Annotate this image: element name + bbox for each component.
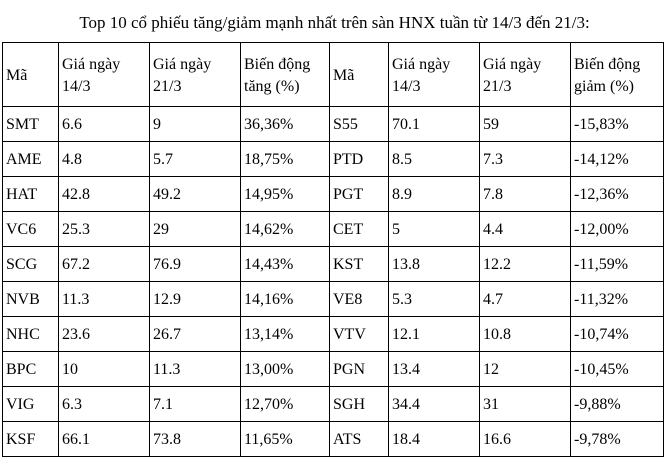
table-cell: 12.9 — [150, 282, 241, 317]
table-cell: 14,95% — [241, 177, 330, 212]
table-row — [3, 247, 664, 282]
table-row — [3, 282, 664, 317]
table-cell: 23.6 — [59, 317, 150, 352]
table-cell: 4.7 — [480, 282, 571, 317]
table-cell: -14,12% — [571, 142, 664, 177]
table-cell: SMT — [3, 107, 59, 142]
table-cell: 18.4 — [389, 422, 480, 457]
table-cell: 6.3 — [59, 387, 150, 422]
table-cell: 4.4 — [480, 212, 571, 247]
page-title: Top 10 cổ phiếu tăng/giảm mạnh nhất trên sàn HNX tuần từ 14/3 đến 21/3: — [79, 13, 590, 32]
header-cell: Mã — [3, 43, 59, 107]
table-cell: 7.3 — [480, 142, 571, 177]
table-cell: 9 — [150, 107, 241, 142]
table-cell: HAT — [3, 177, 59, 212]
table-cell: SGH — [330, 387, 389, 422]
table-cell: -10,45% — [571, 352, 664, 387]
table-cell: NHC — [3, 317, 59, 352]
table-cell: 70.1 — [389, 107, 480, 142]
table-cell: 14,16% — [241, 282, 330, 317]
table-cell: 8.9 — [389, 177, 480, 212]
table-cell: -9,88% — [571, 387, 664, 422]
table-cell: 25.3 — [59, 212, 150, 247]
table-cell: 76.9 — [150, 247, 241, 282]
table-cell: 59 — [480, 107, 571, 142]
table-cell: 49.2 — [150, 177, 241, 212]
table-row — [3, 317, 664, 352]
table-cell: -10,74% — [571, 317, 664, 352]
table-cell: 11,65% — [241, 422, 330, 457]
table-cell: 26.7 — [150, 317, 241, 352]
table-cell: 7.1 — [150, 387, 241, 422]
table-cell: 10.8 — [480, 317, 571, 352]
table-cell: 6.6 — [59, 107, 150, 142]
table-cell: ATS — [330, 422, 389, 457]
table-cell: VE8 — [330, 282, 389, 317]
table-cell: 10 — [59, 352, 150, 387]
table-cell: VC6 — [3, 212, 59, 247]
header-cell: Giá ngày 21/3 — [150, 43, 241, 107]
table-cell: KST — [330, 247, 389, 282]
header-cell: Giá ngày 21/3 — [480, 43, 571, 107]
table-cell: VTV — [330, 317, 389, 352]
table-cell: 36,36% — [241, 107, 330, 142]
table-cell: BPC — [3, 352, 59, 387]
table-cell: 11.3 — [150, 352, 241, 387]
table-cell: NVB — [3, 282, 59, 317]
table-row — [3, 212, 664, 247]
stock-table — [2, 42, 664, 457]
table-cell: 5 — [389, 212, 480, 247]
table-cell: 12,70% — [241, 387, 330, 422]
header-cell: Giá ngày 14/3 — [389, 43, 480, 107]
table-cell: 31 — [480, 387, 571, 422]
table-cell: PGT — [330, 177, 389, 212]
table-cell: KSF — [3, 422, 59, 457]
header-cell: Biến động tăng (%) — [241, 43, 330, 107]
table-cell: -15,83% — [571, 107, 664, 142]
table-row — [3, 352, 664, 387]
table-cell: 12 — [480, 352, 571, 387]
table-row — [3, 177, 664, 212]
table-cell: -9,78% — [571, 422, 664, 457]
table-cell: PGN — [330, 352, 389, 387]
table-cell: -12,00% — [571, 212, 664, 247]
table-cell: 14,43% — [241, 247, 330, 282]
table-cell: 34.4 — [389, 387, 480, 422]
header-cell: Mã — [330, 43, 389, 107]
table-cell: 8.5 — [389, 142, 480, 177]
table-cell: 7.8 — [480, 177, 571, 212]
table-cell: PTD — [330, 142, 389, 177]
table-cell: 66.1 — [59, 422, 150, 457]
header-cell: Giá ngày 14/3 — [59, 43, 150, 107]
table-cell: 14,62% — [241, 212, 330, 247]
table-cell: S55 — [330, 107, 389, 142]
table-cell: -11,59% — [571, 247, 664, 282]
table-cell: 13.8 — [389, 247, 480, 282]
table-cell: 5.3 — [389, 282, 480, 317]
table-cell: 13,00% — [241, 352, 330, 387]
table-cell: 29 — [150, 212, 241, 247]
table-cell: AME — [3, 142, 59, 177]
table-cell: 11.3 — [59, 282, 150, 317]
header-cell: Biến động giảm (%) — [571, 43, 664, 107]
table-cell: 13.4 — [389, 352, 480, 387]
table-row — [3, 422, 664, 457]
table-cell: 5.7 — [150, 142, 241, 177]
table-row — [3, 387, 664, 422]
table-row — [3, 142, 664, 177]
table-cell: -11,32% — [571, 282, 664, 317]
table-cell: 13,14% — [241, 317, 330, 352]
table-cell: 12.1 — [389, 317, 480, 352]
table-cell: SCG — [3, 247, 59, 282]
table-row — [3, 107, 664, 142]
table-cell: 42.8 — [59, 177, 150, 212]
table-cell: 4.8 — [59, 142, 150, 177]
table-cell: -12,36% — [571, 177, 664, 212]
table-cell: 67.2 — [59, 247, 150, 282]
table-cell: 73.8 — [150, 422, 241, 457]
table-cell: 18,75% — [241, 142, 330, 177]
table-cell: VIG — [3, 387, 59, 422]
table-cell: 16.6 — [480, 422, 571, 457]
table-cell: 12.2 — [480, 247, 571, 282]
table-header-row — [3, 43, 664, 107]
table-cell: CET — [330, 212, 389, 247]
